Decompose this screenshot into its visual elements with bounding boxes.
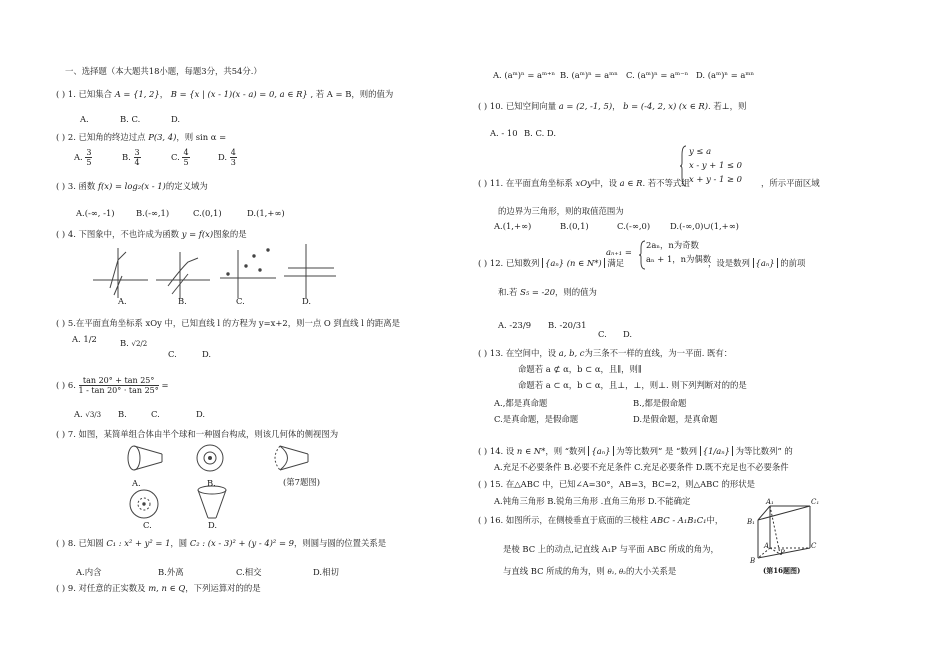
q13-proposition-2: 命题若 a ⊂ α，b ⊂ α，且⊥，⊥，则⊥. 则下列判断对的的是: [518, 380, 747, 390]
q6-option-d: D.: [196, 409, 206, 419]
q11-ineq-3: x + y - 1 ≥ 0: [689, 174, 742, 184]
q3-option-d: D.(1,+∞): [247, 208, 285, 218]
question-12: ( ) 12. 已知数列 {aₙ} (n ∈ N*) 满足: [478, 258, 625, 268]
q1-option-a: A.: [80, 114, 89, 124]
graph-d: [284, 244, 336, 298]
q11-tail: ，所示平面区域: [761, 178, 820, 188]
q8-option-c: C.相交: [236, 567, 262, 577]
q11-line-2: 的边界为三角形，则的取值范围为: [498, 206, 624, 216]
q9-option-b: B. (aᵐ)ⁿ = aᵐⁿ: [560, 70, 618, 80]
q3-option-b: B.(-∞,1): [136, 208, 170, 218]
q12-case-2: aₙ + 1，n为偶数: [646, 254, 712, 264]
label-p: P: [780, 549, 785, 557]
graph-d-label: D.: [302, 296, 312, 306]
question-15: ( ) 15. 在△ABC 中，已知∠A=30°，AB=3，BC=2，则△ABC 的形状是: [478, 479, 755, 489]
q2-option-c: C. $\frac{4}{5}$: [171, 148, 189, 167]
q9-option-c: C. (aᵐ)ⁿ = aᵐ⁻ⁿ: [626, 70, 689, 80]
question-1: ( ) 1. 已知集合 A = {1, 2}， B = {x | (x - 1)(x - a) = 0, a ∈ R} , 若 A = B，则的值为: [56, 89, 394, 99]
solid-c: [130, 490, 158, 518]
q12-option-b: B. -20/31: [548, 320, 587, 330]
label-b: B: [750, 557, 756, 565]
q1-option-bc: B. C.: [120, 114, 141, 124]
solid-figure: [275, 446, 308, 470]
q5-option-d: D.: [202, 349, 212, 359]
q5-option-c: C.: [168, 349, 177, 359]
q3-option-c: C.(0,1): [193, 208, 222, 218]
q8-option-a: A.内含: [76, 567, 102, 577]
q16-figure-caption: (第16题图): [763, 566, 801, 575]
solid-c-label: C.: [143, 520, 152, 530]
label-b1: B₁: [747, 518, 755, 526]
q6-option-c: C.: [151, 409, 160, 419]
q12-line-2: 和.若 S₅ = -20，则的值为: [498, 287, 597, 297]
q8-option-b: B.外离: [158, 567, 184, 577]
label-a: A: [764, 542, 770, 550]
q8-option-d: D.相切: [313, 567, 339, 577]
q11-ineq-2: x - y + 1 ≤ 0: [689, 160, 742, 170]
graph-b: [156, 252, 210, 298]
graph-b-label: B.: [178, 296, 187, 306]
q6-option-b: B.: [118, 409, 127, 419]
question-10: ( ) 10. 已知空间向量 a = (2, -1, 5)， b = (-4, 2, x) (x ∈ R). 若⊥，则: [478, 101, 747, 111]
solid-d-label: D.: [208, 520, 218, 530]
q12-option-d: D.: [623, 329, 633, 339]
q11-option-c: C.(-∞,0): [617, 221, 651, 231]
question-14: ( ) 14. 设 n ∈ N*，则 “数列 {aₙ} 为等比数列” 是 “数列 {1/aₙ} 为等比数列” 的: [478, 446, 793, 456]
question-2: ( ) 2. 已知角的终边过点 P(3, 4)，则 sin α =: [56, 132, 227, 142]
question-16: ( ) 16. 如图所示，在侧棱垂直于底面的三棱柱 ABC - A₁B₁C₁中，: [478, 515, 724, 525]
q5-option-b: B. √2/2: [120, 338, 148, 348]
solid-a: [128, 446, 162, 470]
q13-option-d: D.是假命题，是真命题: [633, 414, 718, 424]
q2-option-a: A. $\frac{3}{5}$: [74, 148, 92, 167]
q9-option-a: A. (aᵐ)ⁿ = aᵐ⁺ⁿ: [493, 70, 556, 80]
q10-options-bcd: B. C. D.: [524, 128, 556, 138]
q13-proposition-1: 命题若 a ⊄ α，b ⊂ α，且∥，则∥: [518, 364, 642, 374]
question-3: ( ) 3. 函数 f(x) = log₂(x - 1)的定义域为: [56, 181, 208, 191]
q12-lhs: aₙ₊₁ =: [606, 247, 632, 257]
question-7: ( ) 7. 如图，某简单组合体由半个球和一种圆台构成，则该几何体的侧视图为: [56, 429, 339, 439]
q13-option-a: A.,都是真命题: [494, 398, 548, 408]
q9-option-d: D. (aᵐ)ⁿ = aᵐⁿ: [696, 70, 755, 80]
solid-b-label: B.: [207, 478, 216, 488]
q15-options: A.钝角三角形 B.锐角三角形 .直角三角形 D.不能确定: [494, 496, 691, 506]
q11-option-b: B.(0,1): [560, 221, 589, 231]
section-header: 一、选择题（本大题共18小题，每题3分，共54分.）: [65, 66, 262, 76]
solid-b: [197, 445, 223, 471]
graph-c: [220, 249, 276, 298]
q5-option-a: A. 1/2: [72, 334, 97, 344]
q16-line-3: 与直线 BC 所成的角为，则 θ₁, θ₂的大小关系是: [503, 566, 677, 576]
label-a1: A₁: [766, 498, 774, 506]
q12-tail: ，设是数列 {aₙ} 的前项: [708, 258, 806, 268]
q6-option-a: A. √3/3: [74, 409, 102, 419]
question-11: ( ) 11. 在平面直角坐标系 xOy中，设 a ∈ R. 若不等式组: [478, 178, 690, 188]
graph-a: [93, 248, 148, 298]
question-4: ( ) 4. 下图象中，不也许成为函数 y = f(x)图象的是: [56, 229, 247, 239]
q12-option-c: C.: [598, 329, 607, 339]
q12-case-1: 2aₙ，n为奇数: [646, 240, 699, 250]
q10-option-a: A. - 10: [490, 128, 518, 138]
solid-d: [198, 486, 226, 518]
q1-option-d: D.: [171, 114, 181, 124]
q13-option-c: C.是真命题，是假命题: [494, 414, 579, 424]
q16-line-2: 是棱 BC 上的动点,记直线 A₁P 与平面 ABC 所成的角为，: [503, 544, 719, 554]
question-8: ( ) 8. 已知圆 C₁ : x² + y² = 1，圆 C₂ : (x - 3)² + (y - 4)² = 9，则圆与圆的位置关系是: [56, 538, 387, 548]
q11-brace: [681, 145, 687, 187]
question-9: ( ) 9. 对任意的正实数及 m, n ∈ Q，下列运算对的的是: [56, 583, 261, 593]
graph-c-label: C.: [236, 296, 245, 306]
solid-a-label: A.: [132, 478, 141, 488]
label-c: C: [811, 542, 817, 550]
question-5: ( ) 5.在平面直角坐标系 xOy 中，已知直线 l 的方程为 y=x+2，则一点 O 到直线 l 的距离是: [56, 318, 401, 328]
graph-a-label: A.: [118, 296, 127, 306]
q2-option-b: B. $\frac{3}{4}$: [122, 148, 140, 167]
q11-option-d: D.(-∞,0)∪(1,+∞): [670, 221, 739, 231]
question-6: ( ) 6. $\frac{\tan 20^\circ + \tan 25^\circ}{1 - \tan 20^\circ \cdot \tan 25^\circ}$ =: [56, 376, 169, 395]
solid-fig-caption: (第7题图): [283, 477, 320, 487]
q3-option-a: A.(-∞, -1): [76, 208, 115, 218]
q2-option-d: D. $\frac{4}{3}$: [218, 148, 236, 167]
question-13: ( ) 13. 在空间中，设 a, b, c为三条不一样的直线，为一平面. 既有：: [478, 348, 733, 358]
q11-ineq-1: y ≤ a: [689, 146, 712, 156]
q11-option-a: A.(1,+∞): [494, 221, 532, 231]
q14-options: A.充足不必要条件 B.必要不充足条件 C.充足必要条件 D.既不充足也不必要条件: [494, 462, 789, 472]
q12-option-a: A. -23/9: [498, 320, 532, 330]
label-c1: C₁: [811, 498, 820, 506]
q13-option-b: B.,都是假命题: [633, 398, 687, 408]
